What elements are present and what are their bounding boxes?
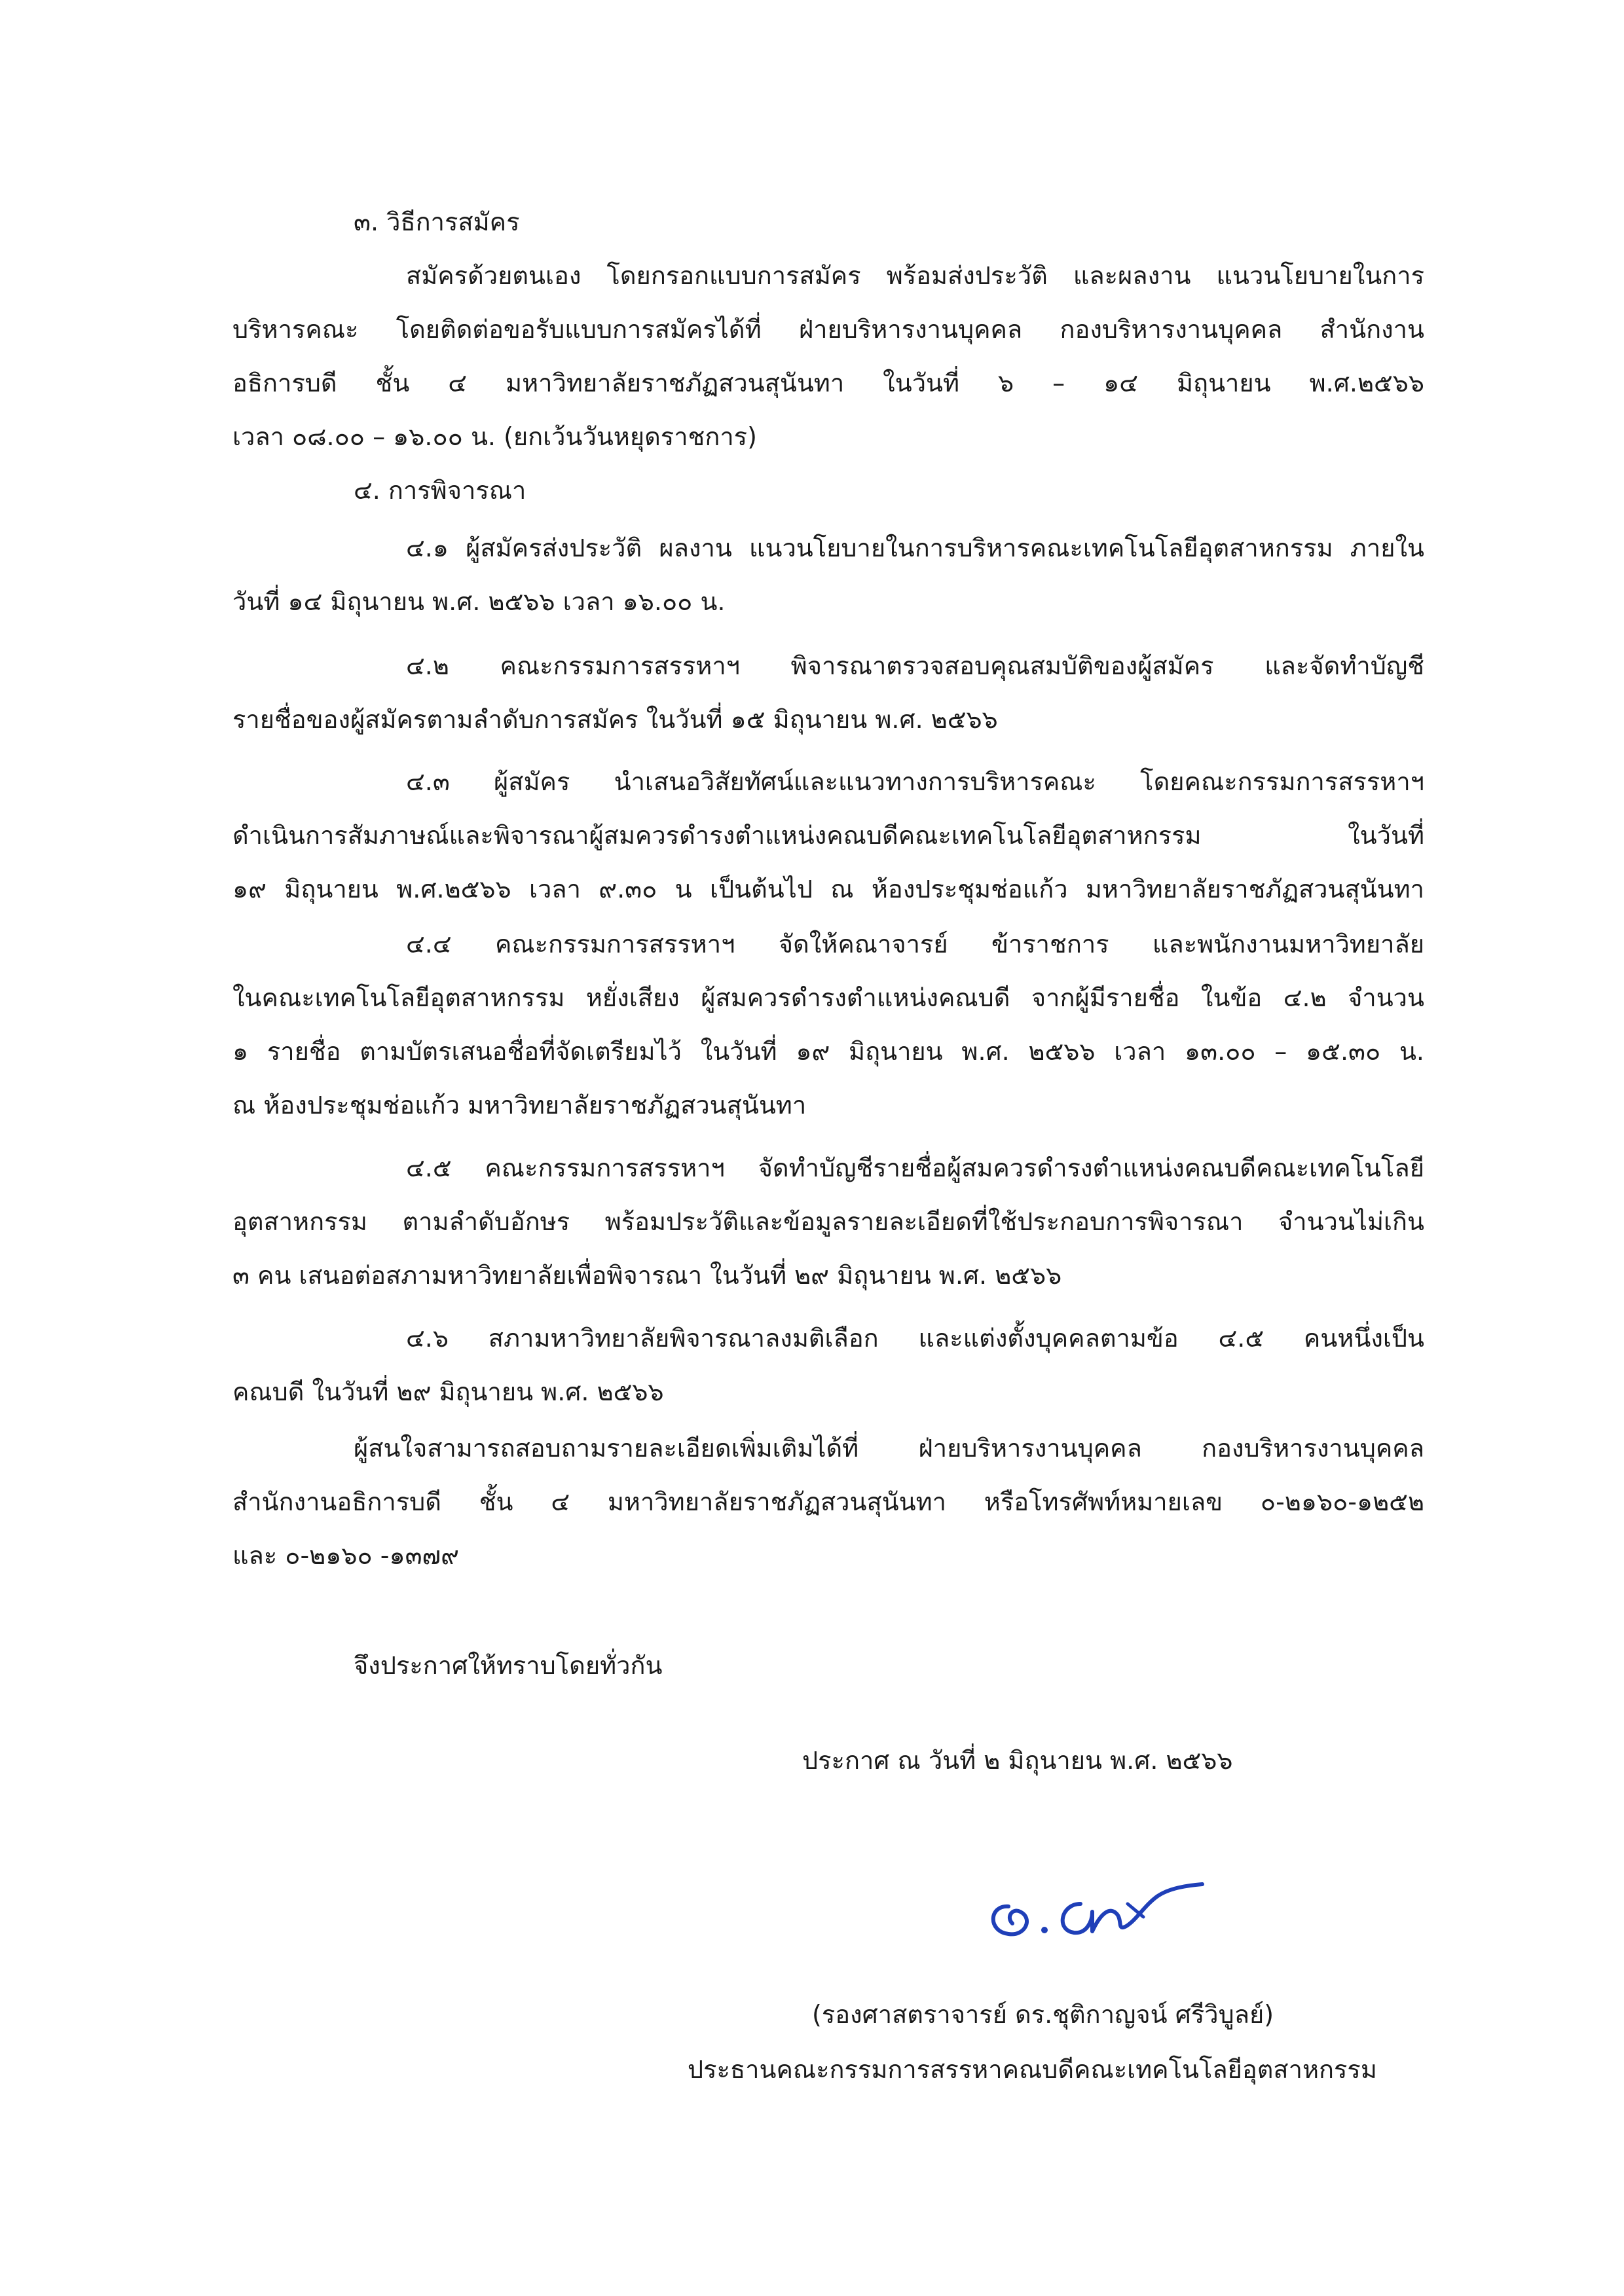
item-4-4-line: ๔.๔ คณะกรรมการสรรหาฯ จัดให้คณาจารย์ ข้าราชการ และพนักงานมหาวิทยาลัย: [406, 930, 1424, 958]
section-3-paragraph-line: บริหารคณะ โดยติดต่อขอรับแบบการสมัครได้ที่ ฝ่ายบริหารงานบุคคล กองบริหารงานบุคคล สำนักงาน: [232, 315, 1424, 344]
item-4-3-line: ๑๙ มิถุนายน พ.ศ.๒๕๖๖ เวลา ๙.๓๐ น เป็นต้นไป ณ ห้องประชุมช่อแก้ว มหาวิทยาลัยราชภัฏสวนสุนันทา: [232, 875, 1424, 903]
section-3-heading: ๓. วิธีการสมัคร: [354, 208, 520, 236]
section-3-paragraph-line: เวลา ๐๘.๐๐ – ๑๖.๐๐ น. (ยกเว้นวันหยุดราชการ): [232, 422, 757, 451]
item-4-2-line: ๔.๒ คณะกรรมการสรรหาฯ พิจารณาตรวจสอบคุณสมบัติของผู้สมัคร และจัดทำบัญชี: [406, 651, 1424, 680]
item-4-4-line: ในคณะเทคโนโลยีอุตสาหกรรม หยั่งเสียง ผู้สมควรดำรงตำแหน่งคณบดี จากผู้มีรายชื่อ ในข้อ ๔.๒ จำนวน: [232, 983, 1424, 1012]
item-4-4-line: ณ ห้องประชุมช่อแก้ว มหาวิทยาลัยราชภัฏสวนสุนันทา: [232, 1091, 807, 1120]
handwritten-signature: [982, 1866, 1218, 1958]
item-4-1-line: ๔.๑ ผู้สมัครส่งประวัติ ผลงาน แนวนโยบายในการบริหารคณะเทคโนโลยีอุตสาหกรรม ภายใน: [406, 534, 1424, 562]
item-4-6-line: ๔.๖ สภามหาวิทยาลัยพิจารณาลงมติเลือก และแต่งตั้งบุคคลตามข้อ ๔.๕ คนหนึ่งเป็น: [406, 1324, 1424, 1353]
item-4-4-line: ๑ รายชื่อ ตามบัตรเสนอชื่อที่จัดเตรียมไว้ ในวันที่ ๑๙ มิถุนายน พ.ศ. ๒๕๖๖ เวลา ๑๓.๐๐ – ๑๕.๓๐ น.: [232, 1037, 1424, 1066]
section-3-paragraph-line: อธิการบดี ชั้น ๔ มหาวิทยาลัยราชภัฏสวนสุนันทา ในวันที่ ๖ – ๑๔ มิถุนายน พ.ศ.๒๕๖๖: [232, 369, 1424, 397]
item-4-3-line: ดำเนินการสัมภาษณ์และพิจารณาผู้สมควรดำรงตำแหน่งคณบดีคณะเทคโนโลยีอุตสาหกรรม ในวันที่: [232, 821, 1424, 850]
contact-paragraph-line: และ ๐-๒๑๖๐ -๑๓๗๙: [232, 1541, 459, 1570]
contact-paragraph-line: สำนักงานอธิการบดี ชั้น ๔ มหาวิทยาลัยราชภัฏสวนสุนันทา หรือโทรศัพท์หมายเลข ๐-๒๑๖๐-๑๒๕๒: [232, 1487, 1424, 1516]
item-4-5-line: อุตสาหกรรม ตามลำดับอักษร พร้อมประวัติและข้อมูลรายละเอียดที่ใช้ประกอบการพิจารณา จำนวนไม่เกิน: [232, 1207, 1424, 1236]
announcement-date: ประกาศ ณ วันที่ ๒ มิถุนายน พ.ศ. ๒๕๖๖: [802, 1746, 1233, 1775]
contact-paragraph-line: ผู้สนใจสามารถสอบถามรายละเอียดเพิ่มเติมได้ที่ ฝ่ายบริหารงานบุคคล กองบริหารงานบุคคล: [354, 1434, 1424, 1463]
item-4-3-line: ๔.๓ ผู้สมัคร นำเสนอวิสัยทัศน์และแนวทางการบริหารคณะ โดยคณะกรรมการสรรหาฯ: [406, 767, 1424, 796]
section-3-paragraph-line: สมัครด้วยตนเอง โดยกรอกแบบการสมัคร พร้อมส่งประวัติ และผลงาน แนวนโยบายในการ: [406, 261, 1424, 290]
signer-name: (รองศาสตราจารย์ ดร.ชุติกาญจน์ ศรีวิบูลย์): [812, 2000, 1274, 2029]
item-4-1-line: วันที่ ๑๔ มิถุนายน พ.ศ. ๒๕๖๖ เวลา ๑๖.๐๐ น.: [232, 587, 726, 616]
item-4-5-line: ๓ คน เสนอต่อสภามหาวิทยาลัยเพื่อพิจารณา ในวันที่ ๒๙ มิถุนายน พ.ศ. ๒๕๖๖: [232, 1261, 1062, 1290]
closing-statement: จึงประกาศให้ทราบโดยทั่วกัน: [354, 1651, 663, 1680]
item-4-2-line: รายชื่อของผู้สมัครตามลำดับการสมัคร ในวันที่ ๑๕ มิถุนายน พ.ศ. ๒๕๖๖: [232, 705, 998, 734]
item-4-6-line: คณบดี ในวันที่ ๒๙ มิถุนายน พ.ศ. ๒๕๖๖: [232, 1377, 664, 1406]
signer-position: ประธานคณะกรรมการสรรหาคณบดีคณะเทคโนโลยีอุตสาหกรรม: [688, 2055, 1377, 2084]
section-4-heading: ๔. การพิจารณา: [354, 476, 526, 505]
item-4-5-line: ๔.๕ คณะกรรมการสรรหาฯ จัดทำบัญชีรายชื่อผู้สมควรดำรงตำแหน่งคณบดีคณะเทคโนโลยี: [406, 1154, 1424, 1182]
